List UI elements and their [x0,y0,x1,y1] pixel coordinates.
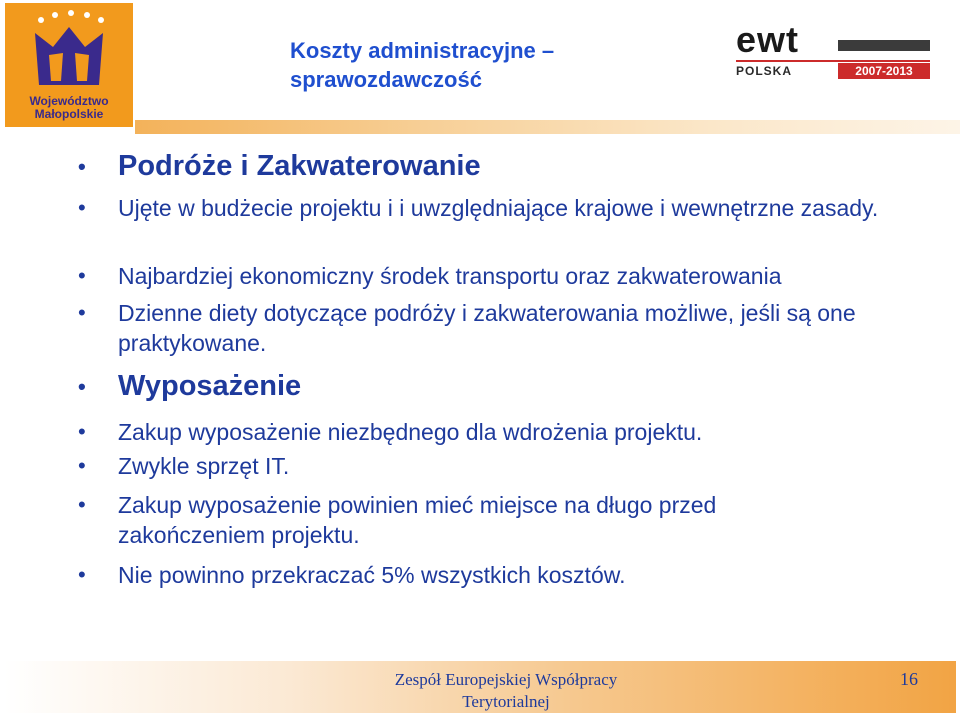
page-title [290,36,554,94]
footer-line2: Terytorialnej [462,692,550,711]
ewt-logo-country: POLSKA [736,64,793,78]
list-item-text: Ujęte w budżecie projektu i i uwzględniające krajowe i wewnętrzne zasady. [118,195,879,221]
crown-emblem-icon [5,3,133,95]
list-item [78,417,702,447]
bullet: • [78,374,86,399]
list-item [78,193,898,223]
list-item-text: Zwykle sprzęt IT. [118,453,290,479]
list-item [78,261,782,291]
footer-line1: Zespół Europejskiej Współpracy [394,670,618,689]
bullet: • [78,263,86,288]
bullet: • [78,562,86,587]
footer-organization [346,669,666,713]
bullet: • [78,419,86,444]
page-number: 16 [900,669,918,689]
logo-line2: Małopolskie [34,107,104,121]
ewt-logo [726,20,936,82]
ewt-logo-divider [736,60,930,62]
list-item [78,560,625,590]
list-item-text: Najbardziej ekonomiczny środek transportu oraz zakwaterowania [118,263,782,289]
header-gradient-bar [135,120,960,134]
list-item-text: Zakup wyposażenie niezbędnego dla wdrożenia projektu. [118,419,703,445]
logo-line1: Województwo [29,94,109,108]
list-item [78,451,289,481]
bullet: • [78,492,86,517]
title-line2: sprawozdawczość [290,67,482,92]
wojewodztwo-malopolskie-logo [5,3,133,127]
bullet: • [78,154,86,179]
list-item [78,368,301,404]
list-item-text: Nie powinno przekraczać 5% wszystkich kosztów. [118,562,626,588]
list-item-text: Podróże i Zakwaterowanie [118,150,481,182]
title-line1: Koszty administracyjne – [290,38,555,63]
list-item-text: Zakup wyposażenie powinien mieć miejsce na długo przed zakończeniem projektu. [118,492,717,548]
bullet: • [78,195,86,220]
list-item [78,148,481,184]
ewt-logo-word: ewt [736,19,800,60]
list-item [78,490,838,550]
ewt-logo-years: 2007-2013 [838,63,930,79]
bullet: • [78,453,86,478]
list-item-text: Dzienne diety dotyczące podróży i zakwaterowania możliwe, jeśli są one praktykowane. [118,300,856,356]
list-item-text: Wyposażenie [118,370,302,402]
bullet: • [78,300,86,325]
ewt-logo-bar [838,40,930,51]
list-item [78,298,898,358]
